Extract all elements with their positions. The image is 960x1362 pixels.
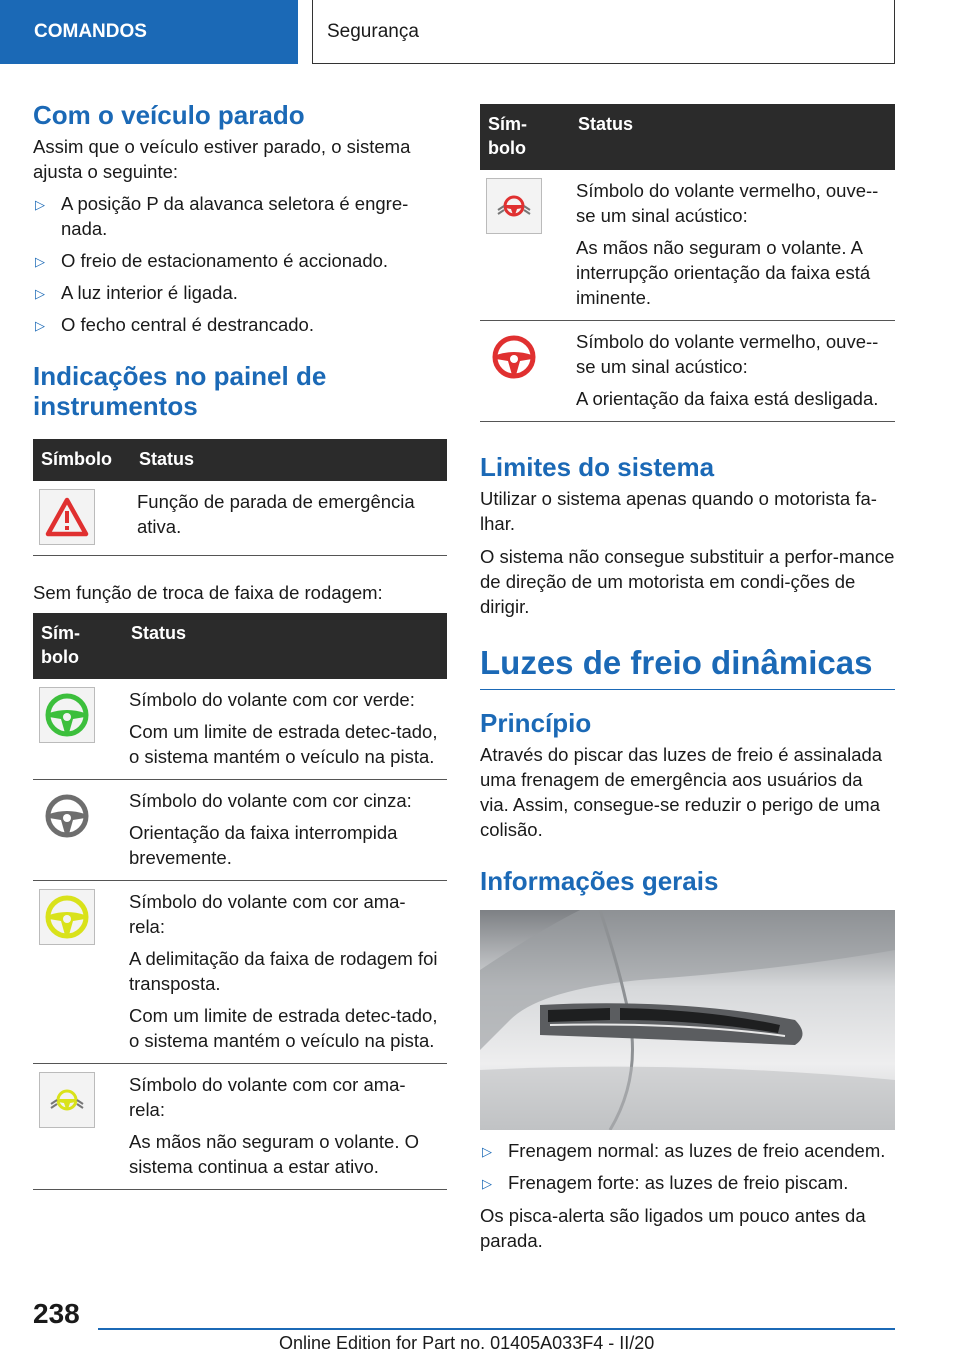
status-text: Símbolo do volante com cor ama-rela: — [129, 891, 406, 937]
triangle-bullet-icon: ▷ — [35, 318, 45, 333]
table-row — [33, 881, 447, 1064]
steering-wheel-yellow-icon — [39, 889, 95, 945]
list-item: ▷ Frenagem normal: as luzes de freio acendem. — [480, 1138, 895, 1163]
lane-guidance-status-table — [33, 613, 447, 1190]
table-row — [480, 321, 895, 422]
status-text: A orientação da faixa está desligada. — [576, 388, 879, 409]
column-header-status: Status — [570, 104, 895, 170]
status-text: Com um limite de estrada detec-tado, o sistema mantém o veículo na pista. — [129, 1005, 438, 1051]
triangle-bullet-icon: ▷ — [482, 1176, 492, 1191]
edition-note: Online Edition for Part no. 01405A033F4 - II/20 — [279, 1333, 655, 1353]
brake-light-photo — [480, 910, 895, 1130]
paragraph-no-lane-change: Sem função de troca de faixa de rodagem: — [33, 582, 383, 603]
heading-vehicle-stopped: Com o veículo parado — [33, 100, 305, 130]
paragraph-limits-1: Utilizar o sistema apenas quando o motorista fa-lhar. — [480, 488, 877, 534]
status-text: As mãos não seguram o volante. O sistema continua a estar ativo. — [129, 1131, 419, 1177]
status-text: Símbolo do volante vermelho, ouve--se um sinal acústico: — [576, 180, 879, 226]
brake-behaviour-list — [480, 1138, 895, 1195]
page-number: 238 — [33, 1298, 80, 1329]
right-column — [480, 104, 895, 1253]
status-text: Símbolo do volante vermelho, ouve--se um sinal acústico: — [576, 331, 879, 377]
heading-principle: Princípio — [480, 708, 592, 738]
heading-instrument-indications: Indicações no painel de instrumentos — [33, 361, 327, 421]
warning-triangle-icon — [39, 489, 95, 545]
stopped-actions-list — [33, 191, 447, 337]
steering-wheel-gray-icon — [39, 788, 95, 844]
status-text: Função de parada de emergência ativa. — [137, 491, 415, 537]
status-text: Com um limite de estrada detec-tado, o sistema mantém o veículo na pista. — [129, 721, 438, 767]
heading-general-info: Informações gerais — [480, 866, 719, 896]
triangle-bullet-icon: ▷ — [35, 254, 45, 269]
paragraph-hazard-lights: Os pisca-alerta são ligados um pouco antes da parada. — [480, 1205, 866, 1251]
status-text: A delimitação da faixa de rodagem foi transposta. — [129, 948, 438, 994]
left-column — [33, 100, 447, 1190]
column-header-status: Status — [131, 439, 447, 481]
triangle-bullet-icon: ▷ — [35, 286, 45, 301]
column-header-symbol: Sím-bolo — [480, 104, 570, 170]
footer-divider — [98, 1328, 895, 1330]
status-text: Orientação da faixa interrompida brevemente. — [129, 822, 398, 868]
paragraph-principle: Através do piscar das luzes de freio é assinalada uma frenagem de emergência aos usuários da via. Assim, consegue-se reduzir o perigo de uma colisão. — [480, 744, 883, 840]
status-text: As mãos não seguram o volante. A interrupção orientação da faixa está iminente. — [576, 237, 871, 308]
emergency-status-table — [33, 439, 447, 556]
table-row — [33, 481, 447, 556]
status-text: Símbolo do volante com cor ama-rela: — [129, 1074, 406, 1120]
list-item: ▷ O freio de estacionamento é accionado. — [33, 248, 447, 273]
list-item: ▷ A luz interior é ligada. — [33, 280, 447, 305]
column-header-status: Status — [123, 613, 447, 679]
table-row — [480, 170, 895, 321]
paragraph-limits-2: O sistema não consegue substituir a perfor-mance de direção de um motorista em condi-ções de dirigir. — [480, 546, 895, 617]
triangle-bullet-icon: ▷ — [482, 1144, 492, 1159]
paragraph-vehicle-stopped: Assim que o veículo estiver parado, o sistema ajusta o seguinte: — [33, 136, 411, 182]
list-item: ▷ Frenagem forte: as luzes de freio piscam. — [480, 1170, 895, 1195]
table-row — [33, 780, 447, 881]
list-item: ▷ A posição P da alavanca seletora é engre-nada. — [35, 193, 409, 239]
steering-wheel-red-icon — [486, 329, 542, 385]
steering-wheel-green-icon — [39, 687, 95, 743]
steering-wheel-red-hands-icon — [486, 178, 542, 234]
list-item: ▷ O fecho central é destrancado. — [33, 312, 447, 337]
heading-dynamic-brake-lights: Luzes de freio dinâmicas — [480, 643, 895, 690]
status-text: Símbolo do volante com cor cinza: — [129, 790, 412, 811]
triangle-bullet-icon: ▷ — [35, 197, 45, 212]
column-header-symbol: Sím-bolo — [33, 613, 123, 679]
table-row — [33, 679, 447, 780]
status-text: Símbolo do volante com cor verde: — [129, 689, 415, 710]
table-row — [33, 1064, 447, 1190]
column-header-symbol: Símbolo — [33, 439, 131, 481]
heading-system-limits: Limites do sistema — [480, 452, 715, 482]
steering-wheel-yellow-hands-icon — [39, 1072, 95, 1128]
section-title: Segurança — [312, 0, 895, 64]
chapter-tab: COMANDOS — [0, 0, 298, 64]
lane-guidance-red-status-table — [480, 104, 895, 422]
